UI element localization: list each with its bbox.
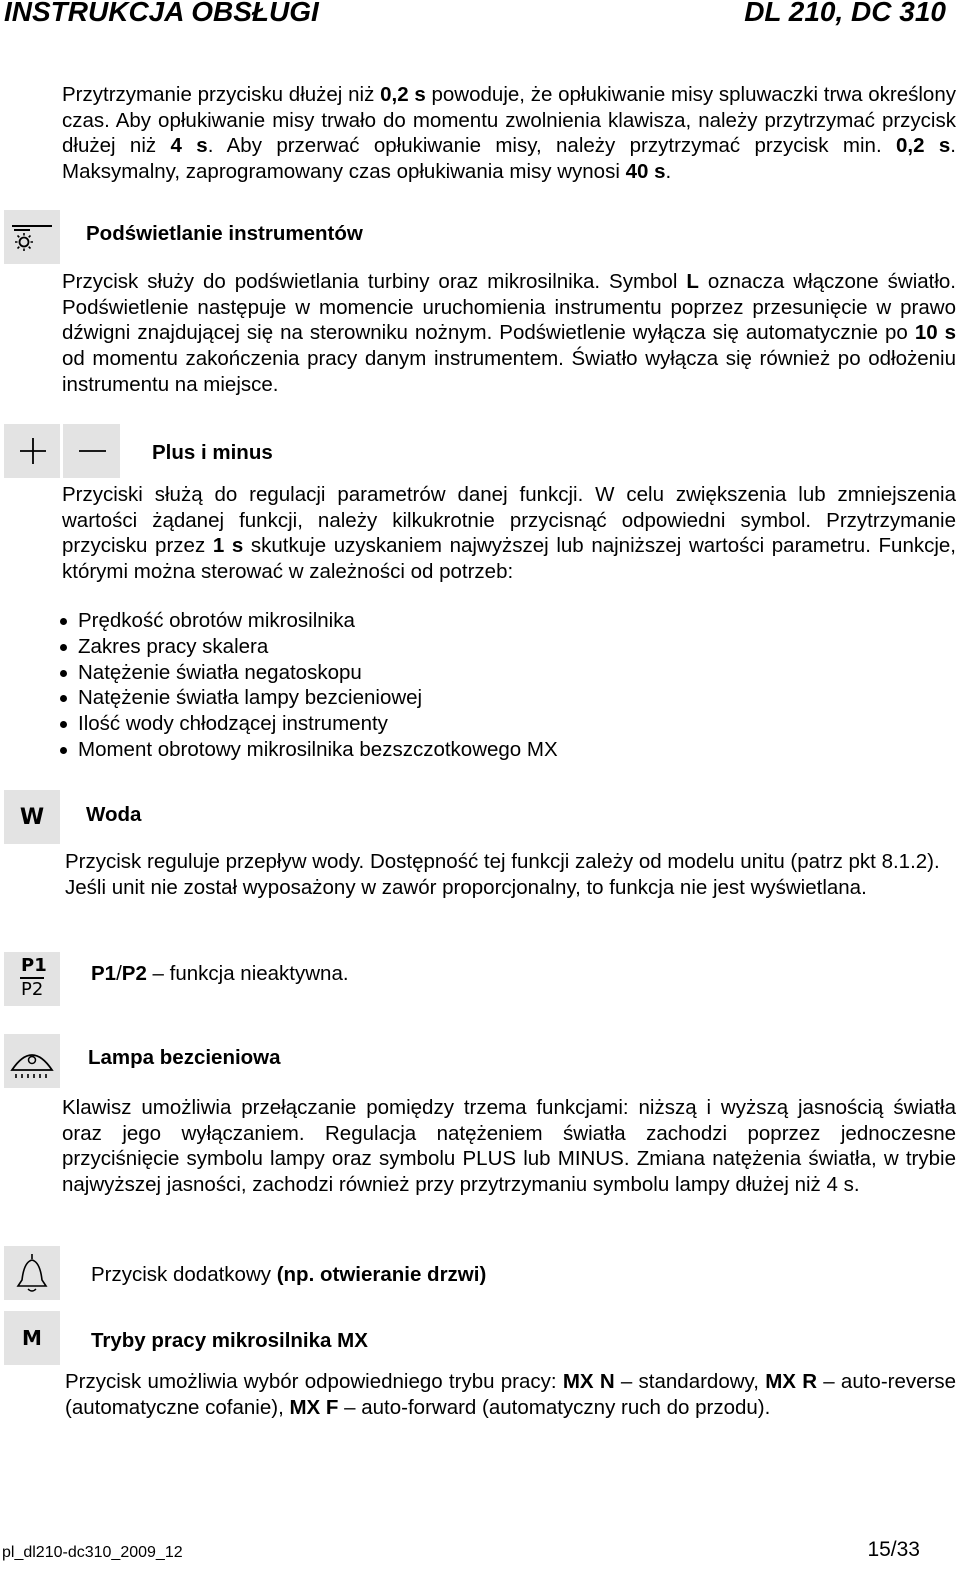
lamp-paragraph: Klawisz umożliwia przełączanie pomiędzy trzema funkcjami: niższą i wyższą jasnością światła oraz jego wyłączaniem. Regulacja natężeniem światła zachodzi poprzez jednoczesne przyciśnięcie symbolu lampy oraz symbolu PLUS lub MINUS. Zmiana natężenia światła, w trybie najwyższej jasności, zachodzi również przy przytrzymaniu symbolu lampy dłużej niż 4 s. xyxy=(62,1096,956,1197)
instrument-light-icon xyxy=(4,210,60,264)
lamp-title: Lampa bezcieniowa xyxy=(88,1046,281,1069)
mx-title: Tryby pracy mikrosilnika MX xyxy=(91,1329,368,1352)
p1-p2-icon: P1 P2 xyxy=(4,952,60,1006)
plusminus-title: Plus i minus xyxy=(152,441,273,464)
water-title: Woda xyxy=(86,803,142,826)
functions-list xyxy=(58,608,558,763)
intro-paragraph: Przytrzymanie przycisku dłużej niż 0,2 s powoduje, że opłukiwanie misy spluwaczki trwa określony czas. Aby opłukiwanie misy trwało do momentu zwolnienia klawisza, należy przytrzymać przycisk dłużej niż 4 s. Aby przerwać opłukiwanie misy, należy przytrzymać przycisk min. 0,2 s. Maksymalny, zaprogramowany czas opłukiwania misy wynosi 40 s. xyxy=(62,83,956,184)
mx-icon: M xyxy=(4,1311,60,1365)
list-item: Natężenie światła negatoskopu xyxy=(58,660,558,686)
header-right: DL 210, DC 310 xyxy=(744,0,946,27)
p1p2-line: P1/P2 – funkcja nieaktywna. xyxy=(91,962,349,985)
water-icon: W xyxy=(4,790,60,844)
operating-lamp-icon xyxy=(4,1034,60,1088)
list-item: Prędkość obrotów mikrosilnika xyxy=(58,608,558,634)
minus-icon xyxy=(63,424,120,478)
extra-button-line: Przycisk dodatkowy (np. otwieranie drzwi) xyxy=(91,1263,487,1286)
plusminus-paragraph: Przyciski służą do regulacji parametrów danej funkcji. W celu zwiększenia lub zmniejszenia wartości żądanej funkcji, należy kilkukrotnie przycisnąć odpowiedni symbol. Przytrzymanie przycisku przez 1 s skutkuje uzyskaniem najwyższej lub najniższej wartości parametru. Funkcje, którymi można sterować w zależności od potrzeb: xyxy=(62,483,957,584)
list-item: Zakres pracy skalera xyxy=(58,634,558,660)
footer-file-name: pl_dl210-dc310_2009_12 xyxy=(2,1544,183,1561)
mx-paragraph: Przycisk umożliwia wybór odpowiedniego trybu pracy: MX N – standardowy, MX R – auto-reverse (automatyczne cofanie), MX F – auto-forward (automatyczny ruch do przodu). xyxy=(65,1370,957,1419)
water-paragraph: Przycisk reguluje przepływ wody. Dostępność tej funkcji zależy od modelu unitu (patrz pkt 8.1.2). Jeśli unit nie został wyposażony w zawór proporcjonalny, to funkcja nie jest wyświetlana. xyxy=(65,850,940,899)
page-number: 15/33 xyxy=(867,1538,920,1561)
list-item: Natężenie światła lampy bezcieniowej xyxy=(58,685,558,711)
header-left: INSTRUKCJA OBSŁUGI xyxy=(4,0,319,27)
lighting-paragraph: Przycisk służy do podświetlania turbiny oraz mikrosilnika. Symbol L oznacza włączone światło. Podświetlenie następuje w momencie uruchomienia instrumentu poprzez przesunięcie w prawo dźwigni znajdującej się na sterowniku nożnym. Podświetlenie wyłącza się automatycznie po 10 s od momentu zakończenia pracy danym instrumentem. Światło wyłącza się również po odłożeniu instrumentu na miejsce. xyxy=(62,270,957,396)
list-item: Moment obrotowy mikrosilnika bezszczotkowego MX xyxy=(58,737,558,763)
plus-icon xyxy=(4,424,60,478)
page-header xyxy=(0,0,960,30)
bell-icon xyxy=(4,1246,60,1300)
list-item: Ilość wody chłodzącej instrumenty xyxy=(58,711,558,737)
lighting-title: Podświetlanie instrumentów xyxy=(86,222,363,245)
